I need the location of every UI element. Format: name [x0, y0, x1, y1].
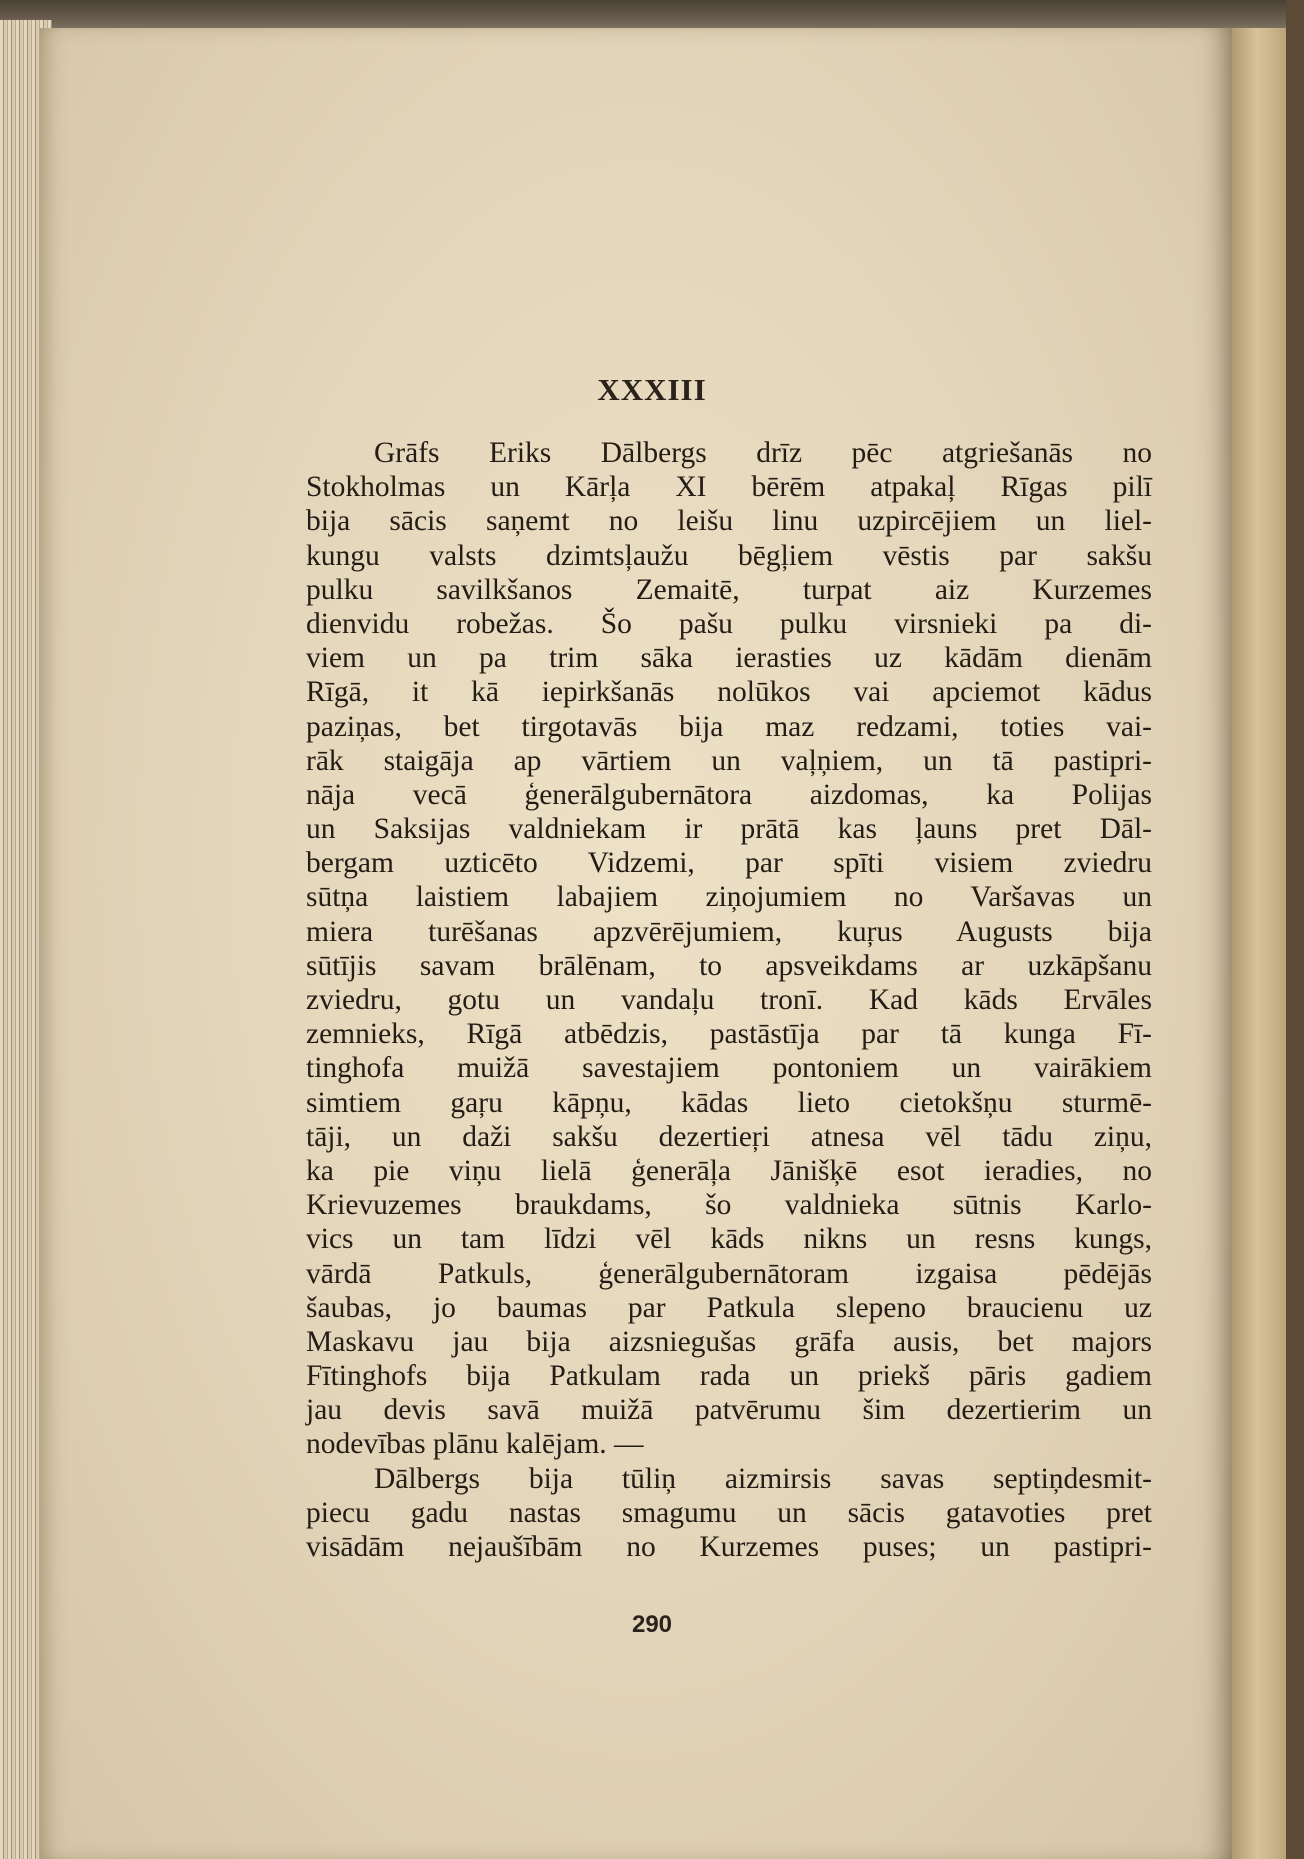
text-line: Maskavu jau bija aizsniegušas grāfa ausis, bet majors [306, 1325, 1152, 1358]
text-line: jau devis savā muižā patvērumu šim dezertierim un [306, 1394, 1152, 1427]
text-line: pulku savilkšanos Zemaitē, turpat aiz Kurzemes [306, 573, 1152, 606]
text-line: tinghofa muižā savestajiem pontoniem un vairākiem [306, 1052, 1152, 1085]
page-number: 290 [631, 1611, 673, 1638]
text-line: bija sācis saņemt no leišu linu uzpircējiem un liel- [306, 505, 1152, 538]
text-line: piecu gadu nastas smagumu un sācis gatavoties pret [306, 1496, 1152, 1529]
book-spine-shadow [1286, 0, 1304, 1859]
text-line: zviedru, gotu un vandaļu tronī. Kad kāds Ervāles [306, 984, 1152, 1016]
chapter-heading: XXXIII [597, 372, 707, 407]
text-line: paziņas, bet tirgotavās bija maz redzami, toties vai- [306, 710, 1152, 743]
body-text [306, 436, 1152, 1564]
text-line: miera turēšanas apzvērējumiem, kuŗus Augusts bija [306, 915, 1152, 948]
text-line: rāk staigāja ap vārtiem un vaļņiem, un tā pastipri- [306, 744, 1152, 777]
text-line: Grāfs Eriks Dālbergs drīz pēc atgriešanās no [374, 437, 1152, 469]
text-line: sūtījis savam brālēnam, to apsveikdams ar uzkāpšanu [306, 949, 1152, 982]
text-line: visādām nejaušībām no Kurzemes puses; un pastipri- [306, 1531, 1152, 1563]
text-line: Stokholmas un Kārļa XI bērēm atpakaļ Rīgas pilī [306, 471, 1152, 504]
text-line: simtiem gaŗu kāpņu, kādas lieto cietokšņu sturmē- [306, 1086, 1152, 1119]
text-line: Fītinghofs bija Patkulam rada un priekš pāris gadiem [306, 1360, 1152, 1393]
text-line: vics un tam līdzi vēl kāds nikns un resns kungs, [306, 1223, 1152, 1256]
text-line: Krievuzemes braukdams, šo valdnieka sūtnis Karlo- [306, 1189, 1152, 1222]
text-line: viem un pa trim sāka ierasties uz kādām dienām [306, 642, 1152, 675]
text-line: vārdā Patkuls, ģenerālgubernātoram izgaisa pēdējās [306, 1257, 1152, 1290]
text-line: nodevības plānu kalējam. — [306, 1428, 644, 1461]
text-line: kungu valsts dzimtsļaužu bēgļiem vēstis par sakšu [306, 539, 1152, 572]
text-line: Rīgā, it kā iepirkšanās nolūkos vai apciemot kādus [306, 676, 1152, 709]
text-line: ka pie viņu lielā ģenerāļa Jānišķē esot ieradies, no [306, 1154, 1152, 1187]
text-line: sūtņa laistiem labajiem ziņojumiem no Varšavas un [306, 881, 1152, 914]
text-line: un Saksijas valdniekam ir prātā kas ļauns pret Dāl- [306, 813, 1152, 846]
text-line: zemnieks, Rīgā atbēdzis, pastāstīja par tā kunga Fī- [306, 1018, 1152, 1051]
text-line: nāja vecā ģenerālgubernātora aizdomas, ka Polijas [306, 778, 1152, 811]
text-line: bergam uzticēto Vidzemi, par spīti visiem zviedru [306, 847, 1152, 880]
text-line: tāji, un daži sakšu dezertieŗi atnesa vēl tādu ziņu, [306, 1120, 1152, 1153]
text-line: Dālbergs bija tūliņ aizmirsis savas septiņdesmit- [374, 1462, 1152, 1495]
text-line: dienvidu robežas. Šo pašu pulku virsnieki pa di- [306, 607, 1152, 640]
text-line: šaubas, jo baumas par Patkula slepeno braucienu uz [306, 1291, 1152, 1324]
